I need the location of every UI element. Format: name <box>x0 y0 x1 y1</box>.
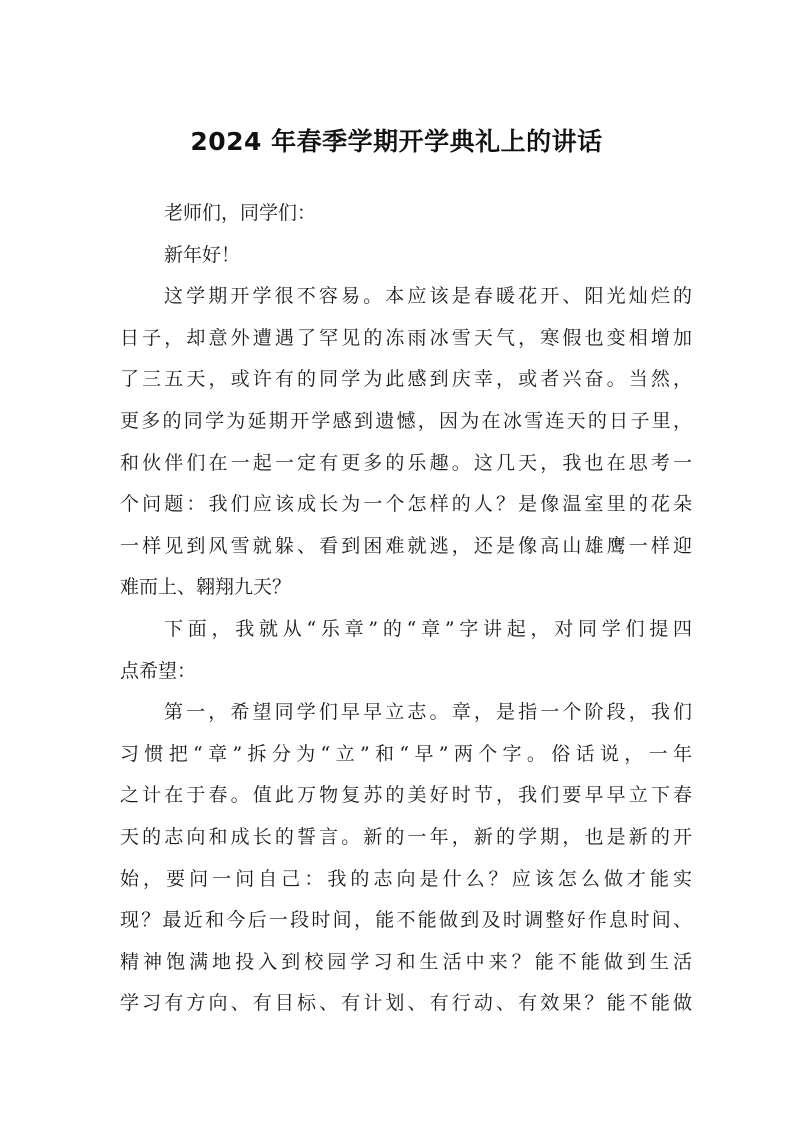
text-line: 这学期开学很不容易。本应该是春暖花开、阳光灿烂的 <box>164 285 692 308</box>
text-line: 日子，却意外遭遇了罕见的冻雨冰雪天气，寒假也变相增加 <box>120 326 692 349</box>
text-line: 老师们，同学们： <box>164 202 317 224</box>
document-body <box>120 193 692 1025</box>
text-line: 始，要问一问自己：我的志向是什么？应该怎么做才能实 <box>120 867 692 890</box>
text-line: 习惯把“章”拆分为“立”和“早”两个字。俗话说，一年 <box>120 742 692 765</box>
text-line: 第一，希望同学们早早立志。章，是指一个阶段，我们 <box>164 701 692 724</box>
text-line: 了三五天，或许有的同学为此感到庆幸，或者兴奋。当然， <box>120 368 692 391</box>
text-line: 学习有方向、有目标、有计划、有行动、有效果？能不能做 <box>120 992 692 1015</box>
text-line: 下面，我就从“乐章”的“章”字讲起，对同学们提四 <box>164 617 692 640</box>
text-line: 个问题：我们应该成长为一个怎样的人？是像温室里的花朵 <box>120 493 692 516</box>
text-line: 新年好！ <box>164 243 241 266</box>
document-title: 2024 年春季学期开学典礼上的讲话 <box>190 127 603 156</box>
text-line: 之计在于春。值此万物复苏的美好时节，我们要早早立下春 <box>120 784 692 807</box>
text-line: 更多的同学为延期开学感到遗憾，因为在冰雪连天的日子里， <box>120 409 692 432</box>
text-line: 和伙伴们在一起一定有更多的乐趣。这几天，我也在思考一 <box>120 451 692 474</box>
text-line: 一样见到风雪就躲、看到困难就逃，还是像高山雄鹰一样迎 <box>120 534 692 557</box>
text-line: 现？最近和今后一段时间，能不能做到及时调整好作息时间、 <box>120 909 692 932</box>
text-line: 天的志向和成长的誓言。新的一年，新的学期，也是新的开 <box>120 825 692 848</box>
text-line: 点希望： <box>120 659 197 682</box>
text-line: 精神饱满地投入到校园学习和生活中来？能不能做到生活 <box>120 950 692 973</box>
text-line: 难而上、翱翔九天？ <box>120 576 292 599</box>
